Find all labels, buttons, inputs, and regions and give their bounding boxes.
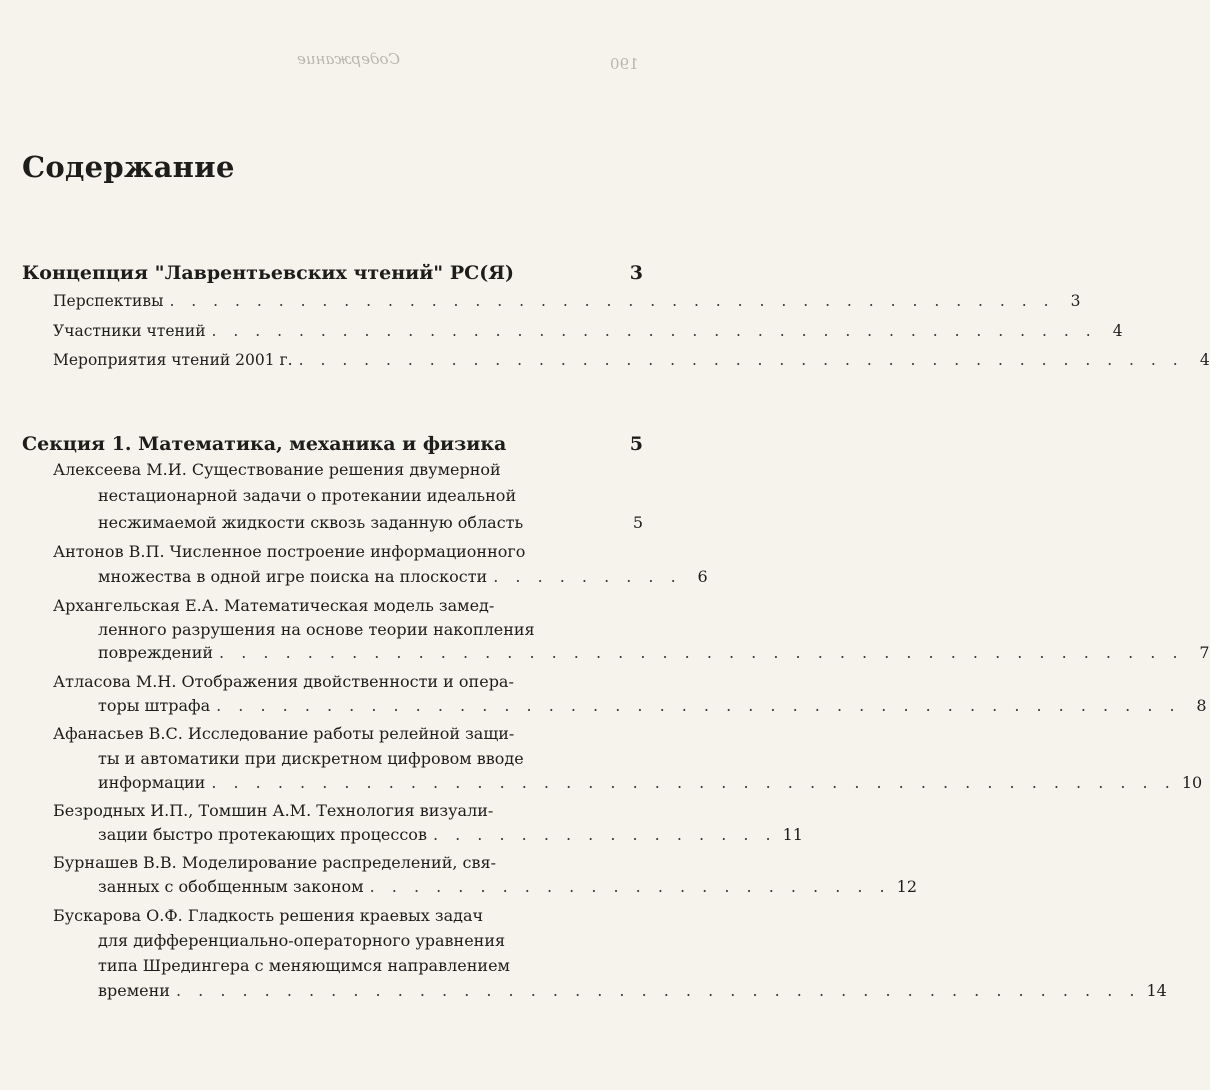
entry-page: 7 [1199, 643, 1210, 662]
entry-line[interactable]: ленного разрушения на основе теории накопления [98, 620, 535, 639]
toc-entry-last-line[interactable] [0, 696, 1207, 715]
page-number: 190 [610, 55, 639, 73]
toc-item-page: 4 [1199, 351, 1210, 369]
entry-line: несжимаемой жидкости сквозь заданную область [98, 513, 524, 532]
entry-line: занных с обобщенным законом [98, 877, 364, 896]
entry-page: 10 [1181, 773, 1203, 792]
entry-line[interactable]: нестационарной задачи о протекании идеальной [98, 486, 517, 505]
entry-line[interactable]: Бускарова О.Ф. Гладкость решения краевых задач [53, 906, 484, 925]
dot-leader: . . . . . . . . . . . . . . . . . . . . . . . . . . . . . . . . . . . . . . . . . . . . [175, 981, 1141, 1000]
toc-entry-last-line[interactable] [0, 513, 697, 532]
dot-leader: . . . . . . . . . . . . . . . . . . . . . . . . . . . . . . . . . . . . . . . . . [298, 351, 1184, 369]
entry-line[interactable]: ты и автоматики при дискретном цифровом вводе [98, 749, 524, 768]
entry-page: 12 [896, 877, 917, 896]
entry-page: 5 [632, 513, 643, 532]
running-head: Содержание [297, 50, 400, 68]
section-title: Секция 1. Математика, механика и физика [22, 433, 507, 455]
entry-page: 11 [782, 825, 803, 844]
toc-entry-last-line[interactable] [0, 825, 803, 844]
entry-page: 14 [1146, 981, 1167, 1000]
dot-leader: . . . . . . . . . . . . . . . . . . . . . . . . . . . . . . . . . . . . . . . . . . . . [216, 696, 1181, 715]
toc-item-label: Участники чтений [53, 322, 206, 340]
toc-item-page: 3 [1070, 292, 1081, 310]
toc-item-label: Перспективы [53, 292, 164, 310]
entry-page: 8 [1196, 696, 1207, 715]
toc-item[interactable] [0, 351, 1210, 369]
dot-leader: . . . . . . . . . . . . . . . . [432, 825, 777, 844]
entry-line: зации быстро протекающих процессов [98, 825, 427, 844]
dot-leader: . . . . . . . . . [493, 567, 682, 586]
toc-entry-last-line[interactable] [0, 981, 1167, 1000]
page-title: Содержание [22, 150, 235, 184]
toc-entry-last-line[interactable] [0, 773, 1203, 792]
toc-section-heading[interactable] [0, 262, 697, 284]
section-page: 5 [629, 433, 643, 455]
toc-section-heading[interactable] [0, 433, 697, 455]
entry-line: времени [98, 981, 170, 1000]
entry-page: 6 [697, 567, 708, 586]
section-title: Концепция "Лаврентьевских чтений" РС(Я) [22, 262, 514, 284]
entry-line[interactable]: Афанасьев В.С. Исследование работы релейной защи- [53, 724, 515, 743]
dot-leader: . . . . . . . . . . . . . . . . . . . . . . . . . . . . . . . . . . . . . . . . . [169, 292, 1055, 310]
entry-line: торы штрафа [98, 696, 211, 715]
toc-item[interactable] [0, 322, 1123, 340]
entry-line[interactable]: Бурнашев В.В. Моделирование распределений, свя- [53, 853, 496, 872]
entry-line[interactable]: Безродных И.П., Томшин А.М. Технология визуали- [53, 801, 494, 820]
entry-line[interactable]: Архангельская Е.А. Математическая модель замед- [53, 596, 495, 615]
dot-leader: . . . . . . . . . . . . . . . . . . . . . . . . . . . . . . . . . . . . . . . . . [211, 322, 1097, 340]
entry-line[interactable]: для дифференциально-операторного уравнения [98, 931, 506, 950]
dot-leader: . . . . . . . . . . . . . . . . . . . . . . . . . . . . . . . . . . . . . . . . . . . . [211, 773, 1176, 792]
toc-entry-last-line[interactable] [0, 877, 917, 896]
entry-line[interactable]: Антонов В.П. Численное построение информационного [53, 542, 526, 561]
toc-entry-last-line[interactable] [0, 567, 708, 586]
toc-item-page: 4 [1112, 322, 1123, 340]
toc-item[interactable] [0, 292, 1081, 310]
entry-line: информации [98, 773, 206, 792]
section-page: 3 [629, 262, 643, 284]
entry-line: множества в одной игре поиска на плоскости [98, 567, 488, 586]
entry-line[interactable]: Алексеева М.И. Существование решения двумерной [53, 460, 501, 479]
toc-item-label: Мероприятия чтений 2001 г. [53, 351, 293, 369]
entry-line[interactable]: Атласова М.Н. Отображения двойственности и опера- [53, 672, 514, 691]
entry-line[interactable]: типа Шредингера с меняющимся направлением [98, 956, 510, 975]
entry-line: повреждений [98, 643, 214, 662]
toc-entry-last-line[interactable] [0, 643, 1210, 662]
dot-leader: . . . . . . . . . . . . . . . . . . . . . . . . . . . . . . . . . . . . . . . . . . . . [219, 643, 1184, 662]
dot-leader: . . . . . . . . . . . . . . . . . . . . . . . . [369, 877, 891, 896]
